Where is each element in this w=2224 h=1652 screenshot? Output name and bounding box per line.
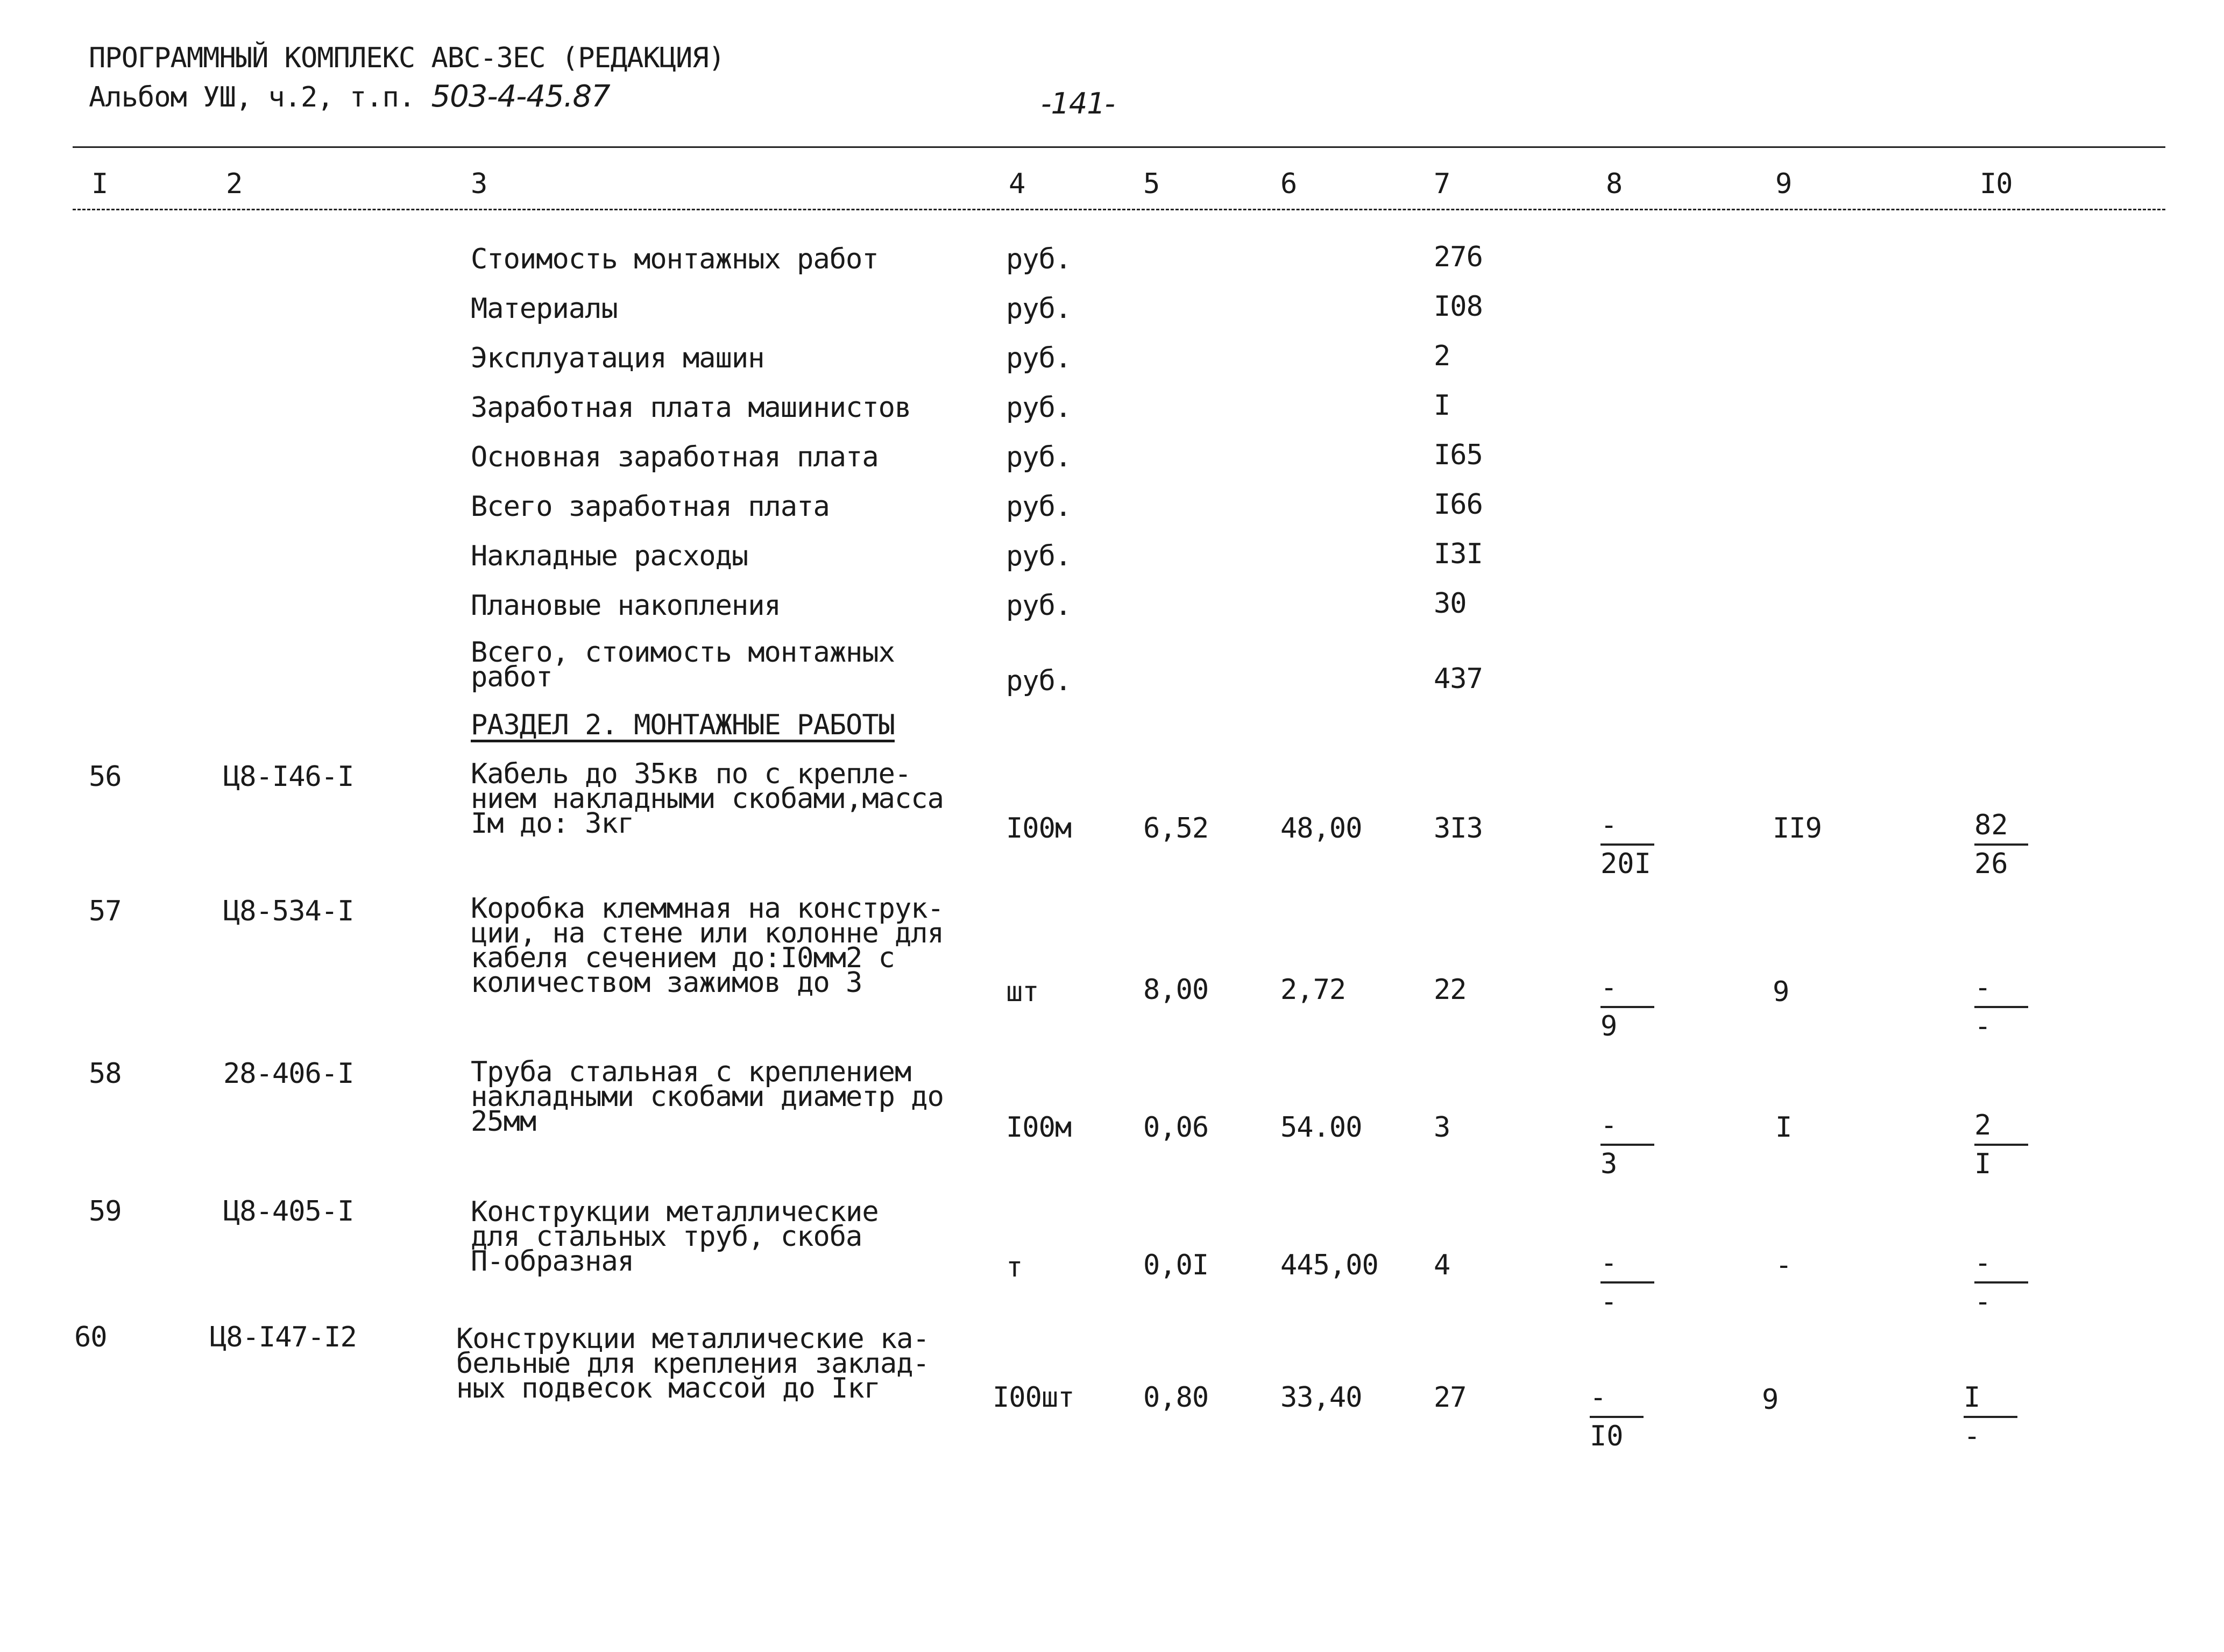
row-unit: т: [1006, 1251, 1023, 1284]
row-unit: I00м: [1006, 1111, 1072, 1144]
summary-unit: руб.: [1006, 590, 1072, 622]
col-header-3: 3: [471, 168, 487, 200]
row-total: 4: [1434, 1249, 1450, 1281]
section-title: РАЗДЕЛ 2. МОНТАЖНЫЕ РАБОТЫ: [471, 709, 895, 741]
fraction-numerator: 2: [1974, 1111, 2028, 1146]
row-quantity: 8,00: [1143, 974, 1209, 1006]
summary-name: Материалы: [471, 293, 618, 325]
fraction-numerator: -: [1600, 811, 1654, 846]
fraction-numerator: -: [1590, 1384, 1644, 1418]
row-number: 60: [74, 1321, 107, 1353]
summary-value: 30: [1434, 587, 1467, 620]
summary-unit: руб.: [1006, 665, 1072, 697]
summary-name: Заработная плата машинистов: [471, 392, 911, 424]
fraction-numerator: -: [1974, 974, 2028, 1008]
row-code: Ц8-I46-I: [223, 761, 354, 793]
row-number: 56: [89, 761, 122, 793]
summary-name: Стоимость монтажных работ: [471, 243, 879, 275]
row-unit: I00м: [1006, 812, 1072, 845]
summary-name: Плановые накопления: [471, 590, 781, 622]
row-price: 445,00: [1280, 1249, 1378, 1281]
row-code: Ц8-534-I: [223, 895, 354, 927]
summary-value: 276: [1434, 241, 1483, 273]
summary-name: Накладные расходы: [471, 540, 748, 572]
summary-value: I: [1434, 389, 1450, 422]
col-header-1: I: [91, 168, 108, 200]
summary-unit: руб.: [1006, 392, 1072, 424]
summary-value: I08: [1434, 290, 1483, 323]
row-col9: II9: [1773, 812, 1822, 845]
fraction-numerator: -: [1600, 974, 1654, 1008]
row-col8-fraction: [1600, 972, 1665, 1043]
col-header-2: 2: [226, 168, 243, 200]
header-bottom-rule: [73, 209, 2165, 210]
summary-name: Эксплуатация машин: [471, 342, 764, 374]
album-prefix: Альбом УШ, ч.2, т.п.: [89, 81, 415, 114]
col-header-10: I0: [1980, 168, 2013, 200]
fraction-denominator: -: [1964, 1420, 1981, 1452]
row-total: 27: [1434, 1381, 1467, 1414]
row-description: Кабель до 35кв по с крепле- нием накладными скобами,масса Iм до: 3кг: [471, 758, 944, 840]
row-col9: -: [1775, 1249, 1792, 1281]
row-quantity: 6,52: [1143, 812, 1209, 845]
fraction-numerator: -: [1974, 1249, 2028, 1284]
album-number: 503-4-45.87: [431, 79, 610, 114]
fraction-numerator: -: [1600, 1249, 1654, 1284]
row-col10-fraction: [1974, 1111, 2039, 1178]
col-header-8: 8: [1606, 168, 1623, 200]
row-total: 3I3: [1434, 812, 1483, 845]
page-number: -141-: [1041, 87, 1115, 120]
col-header-5: 5: [1143, 168, 1160, 200]
row-col9: 9: [1762, 1384, 1779, 1416]
fraction-denominator: 9: [1600, 1010, 1618, 1043]
row-number: 57: [89, 895, 122, 927]
row-col8-fraction: [1600, 1249, 1665, 1316]
summary-name: Основная заработная плата: [471, 441, 879, 473]
summary-name: Всего заработная плата: [471, 491, 830, 523]
row-description: Конструкции металлические для стальных труб, скоба П-образная: [471, 1196, 879, 1278]
row-description: Коробка клеммная на конструк- ции, на стене или колонне для кабеля сечением до:I0мм2 с количеством зажимов до 3: [471, 892, 944, 999]
fraction-denominator: I0: [1590, 1420, 1624, 1452]
row-quantity: 0,06: [1143, 1111, 1209, 1144]
row-price: 48,00: [1280, 812, 1362, 845]
summary-unit: руб.: [1006, 293, 1072, 325]
row-col8-fraction: [1590, 1381, 1654, 1452]
row-col9: 9: [1773, 976, 1789, 1008]
document-title: ПРОГРАММНЫЙ КОМПЛЕКС АВС-ЗЕС (РЕДАКЦИЯ): [89, 42, 725, 74]
row-total: 3: [1434, 1111, 1450, 1144]
summary-unit: руб.: [1006, 342, 1072, 374]
fraction-denominator: I: [1974, 1148, 1992, 1180]
row-number: 58: [89, 1058, 122, 1090]
col-header-4: 4: [1009, 168, 1025, 200]
fraction-denominator: 20I: [1600, 848, 1651, 880]
fraction-numerator: -: [1600, 1111, 1654, 1146]
fraction-denominator: -: [1600, 1286, 1618, 1318]
row-price: 54.00: [1280, 1111, 1362, 1144]
summary-value: I65: [1434, 439, 1483, 471]
row-price: 33,40: [1280, 1381, 1362, 1414]
summary-unit: руб.: [1006, 491, 1072, 523]
album-reference: [89, 79, 610, 114]
row-col10-fraction: [1974, 1249, 2039, 1316]
row-price: 2,72: [1280, 974, 1346, 1006]
row-code: 28-406-I: [223, 1058, 354, 1090]
row-description: Конструкции металлические ка- бельные для крепления заклад- ных подвесок массой до Iкг: [456, 1323, 929, 1405]
row-quantity: 0,0I: [1143, 1249, 1209, 1281]
row-col9: I: [1775, 1111, 1792, 1144]
summary-value: 437: [1434, 663, 1483, 695]
col-header-6: 6: [1280, 168, 1297, 200]
summary-value: 2: [1434, 340, 1450, 372]
fraction-numerator: I: [1964, 1384, 2017, 1418]
row-col8-fraction: [1600, 811, 1665, 878]
row-code: Ц8-405-I: [223, 1195, 354, 1228]
row-col8-fraction: [1600, 1111, 1665, 1178]
summary-unit: руб.: [1006, 243, 1072, 275]
row-number: 59: [89, 1195, 122, 1228]
summary-value: I66: [1434, 488, 1483, 521]
row-code: Ц8-I47-I2: [210, 1321, 357, 1353]
summary-unit: руб.: [1006, 441, 1072, 473]
summary-value: I3I: [1434, 538, 1483, 570]
fraction-denominator: -: [1974, 1286, 1992, 1318]
fraction-denominator: 26: [1974, 848, 2008, 880]
header-top-rule: [73, 146, 2165, 148]
row-col10-fraction: [1974, 972, 2039, 1043]
fraction-denominator: 3: [1600, 1148, 1618, 1180]
row-quantity: 0,80: [1143, 1381, 1209, 1414]
col-header-7: 7: [1434, 168, 1450, 200]
row-unit: шт: [1006, 976, 1039, 1008]
row-col10-fraction: [1974, 811, 2039, 878]
row-description: Труба стальная с креплением накладными скобами диаметр до 25мм: [471, 1056, 944, 1138]
row-col10-fraction: [1964, 1381, 2028, 1452]
col-header-9: 9: [1775, 168, 1792, 200]
row-unit: I00шт: [993, 1381, 1074, 1414]
summary-unit: руб.: [1006, 540, 1072, 572]
row-total: 22: [1434, 974, 1467, 1006]
fraction-denominator: -: [1974, 1010, 1992, 1043]
summary-name: Всего, стоимость монтажных работ: [471, 636, 895, 693]
fraction-numerator: 82: [1974, 811, 2028, 846]
